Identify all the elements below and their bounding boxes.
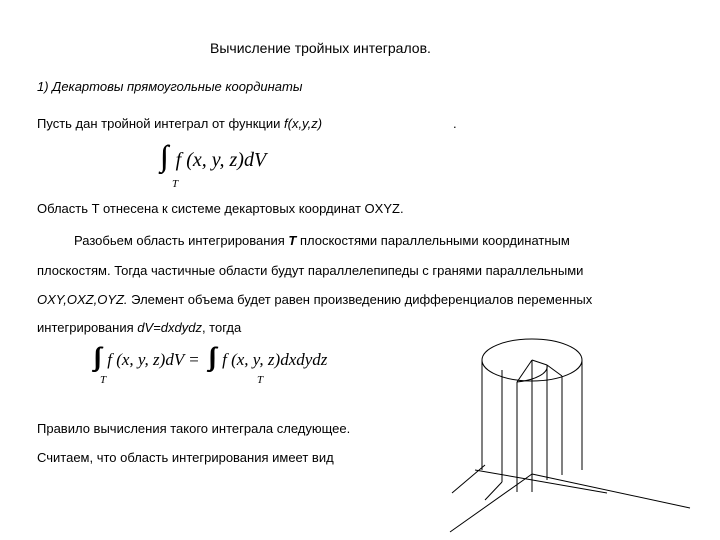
cylinder-coordinate-diagram (405, 320, 695, 535)
last-line: Считаем, что область интегрирования имеет вид (37, 450, 334, 465)
rule-line: Правило вычисления такого интеграла следующее. (37, 421, 351, 436)
section-heading: 1) Декартовы прямоугольные координаты (37, 79, 303, 94)
coordinate-system: OXYZ. (364, 201, 404, 216)
sector-chord (547, 365, 562, 376)
function-name: f(x,y,z) (284, 116, 323, 131)
intro-line (37, 116, 322, 132)
bottom-diag-1 (452, 465, 485, 493)
domain-T: T (91, 201, 100, 216)
para-l1b: плоскостями параллельными координатным (296, 233, 570, 248)
paragraph-line-4 (37, 320, 241, 336)
triple-integral-sign: ∫∫∫ (160, 140, 161, 173)
sector-top-line (532, 360, 547, 365)
planes-list: OXY,OXZ,OYZ. (37, 292, 128, 307)
right-domain-label: T (257, 374, 264, 386)
page-title: Вычисление тройных интегралов. (210, 40, 431, 56)
left-domain-label: T (100, 374, 107, 386)
integrand: f (x, y, z)dV (175, 149, 267, 171)
para-l3b: Элемент объема будет равен произведению дифференциалов переменных (127, 292, 593, 307)
domain-text-suffix: отнесена к системе декартовых координат (99, 201, 365, 216)
intro-text: Пусть дан тройной интеграл от функции (37, 116, 284, 131)
paragraph-line-2: плоскостям. Тогда частичные области будут параллелепипеды с гранями параллельными (37, 263, 584, 278)
paragraph-line-1 (74, 233, 570, 249)
left-integrand: f (x, y, z)dV = (107, 350, 200, 369)
sector-side-line (517, 360, 532, 382)
para-T: T (288, 233, 297, 248)
domain-line (37, 201, 404, 217)
integration-domain-label: T (172, 178, 179, 190)
para-l1a: Разобьем область интегрирования (74, 233, 289, 248)
para-l4c: , тогда (201, 320, 242, 335)
domain-text-prefix: Область (37, 201, 92, 216)
para-l4a: интегрирования (37, 320, 138, 335)
y-axis (532, 474, 690, 508)
x-axis (450, 474, 532, 532)
right-integrand: f (x, y, z)dxdydz (222, 350, 328, 369)
volume-element: dV=dxdydz (137, 320, 202, 335)
paragraph-line-3 (37, 292, 592, 308)
intro-dot: . (453, 116, 457, 131)
equality-formula (95, 342, 327, 372)
triple-integral-formula (160, 140, 266, 174)
